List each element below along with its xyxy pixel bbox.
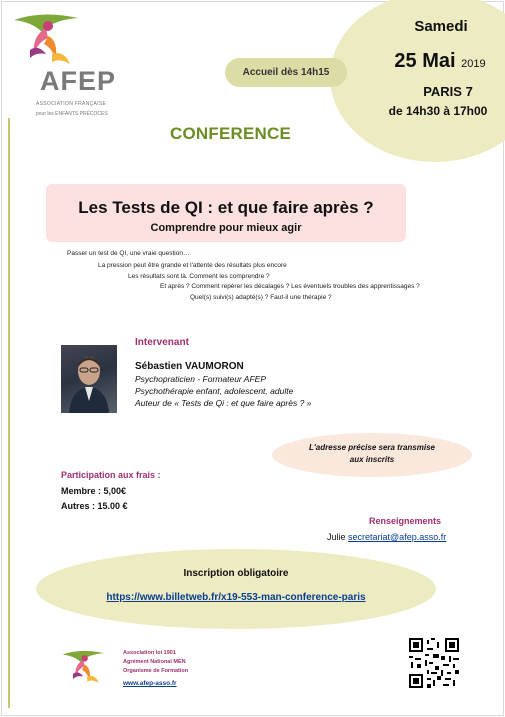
- speaker-detail: Psychopraticien - Formateur AFEP: [135, 374, 267, 384]
- intro-line: Et après ? Comment repérer les décalages ? Les éventuels troubles des apprentissages ?: [160, 283, 420, 290]
- speaker-name: Sébastien VAUMORON: [135, 361, 244, 372]
- address-note-line-1: L'adresse précise sera transmise: [309, 443, 435, 452]
- registration-bubble: [36, 549, 436, 629]
- speaker-detail: Auteur de « Tests de Qi : et que faire après ? »: [135, 398, 312, 408]
- speaker-photo: [61, 345, 117, 413]
- event-year: 2019: [461, 58, 486, 70]
- afep-logo-icon: [12, 10, 82, 72]
- intro-line: Passer un test de QI, une vraie question…: [67, 250, 190, 257]
- contact-line: [327, 532, 446, 542]
- intro-line: Les résultats sont là. Comment les comprendre ?: [128, 273, 270, 280]
- footer-website-link[interactable]: www.afep-asso.fr: [123, 680, 177, 687]
- logo-wordmark: AFEP: [40, 66, 117, 96]
- address-note-line-2: aux inscrits: [349, 455, 395, 464]
- intro-line: La pression peut être grande et l'attente des résultats plus encore: [98, 262, 287, 269]
- speaker-heading: Intervenant: [135, 337, 189, 348]
- left-rule: [8, 118, 10, 708]
- event-time: de 14h30 à 17h00: [388, 104, 488, 118]
- contact-heading: Renseignements: [369, 516, 442, 526]
- price-others: Autres : 15.00 €: [61, 501, 128, 511]
- conference-heading: CONFERENCE: [170, 124, 292, 143]
- contact-email-link[interactable]: secretariat@afep.asso.fr: [348, 532, 447, 542]
- address-note: [282, 442, 462, 466]
- contact-name: Julie: [327, 532, 346, 542]
- price-members: Membre : 5,00€: [61, 486, 127, 496]
- accueil-badge: Accueil dès 14h15: [225, 58, 347, 87]
- logo-subtitle-2: pour les ENFANTS PRÉCOCES: [36, 111, 108, 117]
- footer-line: Organisme de Formation: [123, 668, 189, 674]
- registration-link[interactable]: https://www.billetweb.fr/x19-553-man-conference-paris: [106, 592, 366, 603]
- pricing-heading: Participation aux frais :: [61, 470, 161, 480]
- speaker-detail: Psychothérapie enfant, adolescent, adulte: [135, 386, 294, 396]
- logo-subtitle-1: ASSOCIATION FRANÇAISE: [36, 101, 107, 107]
- event-date: [370, 50, 505, 73]
- event-city: PARIS 7: [423, 84, 473, 99]
- afep-footer-logo-icon: [61, 648, 107, 688]
- footer-line: Agrément National MEN: [123, 659, 186, 665]
- registration-heading: Inscription obligatoire: [183, 568, 289, 579]
- talk-subtitle: Comprendre pour mieux agir: [150, 222, 302, 234]
- event-day: Samedi: [414, 18, 468, 35]
- talk-title: Les Tests de QI : et que faire après ?: [78, 198, 374, 217]
- speaker-portrait-icon: [61, 345, 117, 413]
- intro-line: Quel(s) suivi(s) adapté(s) ? Faut-il une thérapie ?: [190, 294, 332, 301]
- qr-code-icon[interactable]: [409, 638, 459, 688]
- event-date-text: 25 Mai: [394, 50, 456, 72]
- footer-line: Association loi 1901: [123, 650, 176, 656]
